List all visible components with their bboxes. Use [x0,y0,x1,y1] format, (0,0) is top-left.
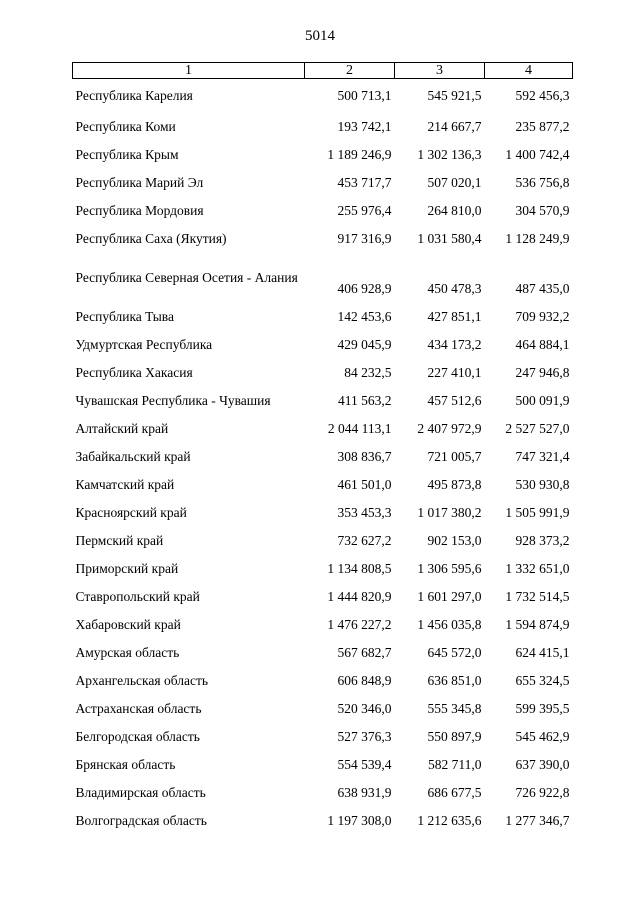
value-col-4-cell: 1 732 514,5 [505,589,570,604]
value-col-3-cell: 686 677,5 [427,785,482,800]
region-name-cell: Волгоградская область [75,813,207,828]
value-col-4-cell: 545 462,9 [515,729,570,744]
value-col-2-cell: 84 232,5 [344,365,392,380]
region-name-cell: Архангельская область [75,673,209,688]
value-col-2-cell: 411 563,2 [338,393,392,408]
table-row [73,79,573,114]
table-row [73,415,573,443]
value-col-2-cell: 554 539,4 [337,757,392,772]
value-col-2-cell: 193 742,1 [337,119,392,134]
value-col-2-cell: 429 045,9 [337,337,392,352]
value-col-3-cell: 264 810,0 [427,203,482,218]
value-col-4-cell: 1 400 742,4 [505,147,570,162]
value-col-3-cell: 1 456 035,8 [417,617,482,632]
value-col-4-cell: 247 946,8 [515,365,570,380]
value-col-2-cell: 500 713,1 [337,88,392,103]
region-name-cell: Удмуртская Республика [75,337,213,352]
value-col-4-cell: 530 930,8 [515,477,570,492]
region-name-cell: Приморский край [75,561,179,576]
table-row [73,225,573,253]
table-row [73,113,573,141]
value-col-2-cell: 520 346,0 [337,701,392,716]
value-col-2-cell: 638 931,9 [337,785,392,800]
value-col-4-cell: 637 390,0 [515,757,570,772]
value-col-3-cell: 902 153,0 [427,533,482,548]
value-col-4-cell: 624 415,1 [515,645,570,660]
value-col-2-cell: 1 134 808,5 [327,561,392,576]
table-row [73,387,573,415]
value-col-4-cell: 1 128 249,9 [505,231,570,246]
header-row [73,63,573,79]
value-col-2-cell: 353 453,3 [337,505,392,520]
table-row [73,555,573,583]
value-col-2-cell: 1 189 246,9 [327,147,392,162]
value-col-4-cell: 592 456,3 [515,88,570,103]
table-row [73,331,573,359]
value-col-2-cell: 308 836,7 [337,449,392,464]
value-col-4-cell: 2 527 527,0 [505,421,570,436]
region-name-cell: Республика Саха (Якутия) [75,231,227,246]
value-col-4-cell: 599 395,5 [515,701,570,716]
column-header-1: 1 [73,63,305,79]
region-name-cell: Республика Мордовия [75,203,204,218]
value-col-4-cell: 726 922,8 [515,785,570,800]
value-col-4-cell: 1 505 991,9 [505,505,570,520]
value-col-3-cell: 214 667,7 [427,119,482,134]
region-name-cell: Владимирская область [75,785,206,800]
table-row [73,443,573,471]
value-col-2-cell: 255 976,4 [337,203,392,218]
value-col-3-cell: 495 873,8 [427,477,482,492]
value-col-2-cell: 606 848,9 [337,673,392,688]
table-row [73,499,573,527]
column-header-2: 2 [305,63,395,79]
table-row [73,359,573,387]
value-col-2-cell: 2 044 113,1 [327,421,392,436]
table-row [73,667,573,695]
value-col-4-cell: 928 373,2 [515,533,570,548]
column-header-4: 4 [485,63,573,79]
region-name-cell: Чувашская Республика - Чувашия [75,393,271,408]
table-row [73,169,573,197]
value-col-4-cell: 1 594 874,9 [505,617,570,632]
value-col-3-cell: 721 005,7 [427,449,482,464]
value-col-3-cell: 545 921,5 [427,88,482,103]
table-body [73,79,573,836]
value-col-2-cell: 917 316,9 [337,231,392,246]
table-row [73,611,573,639]
page-number: 5014 [305,28,335,44]
value-col-4-cell: 487 435,0 [515,281,570,296]
value-col-2-cell: 732 627,2 [337,533,392,548]
value-col-3-cell: 450 478,3 [427,281,482,296]
table-row [73,807,573,835]
value-col-2-cell: 1 197 308,0 [327,813,392,828]
column-header-3: 3 [395,63,485,79]
region-name-cell: Хабаровский край [75,617,181,632]
table-row [73,471,573,499]
region-name-cell: Республика Карелия [75,88,193,103]
table-row [73,695,573,723]
region-name-cell: Белгородская область [75,729,200,744]
table-row [73,303,573,331]
value-col-3-cell: 1 601 297,0 [417,589,482,604]
value-col-3-cell: 1 031 580,4 [417,231,482,246]
value-col-4-cell: 1 277 346,7 [505,813,570,828]
value-col-2-cell: 461 501,0 [337,477,392,492]
table-row [73,197,573,225]
value-col-3-cell: 645 572,0 [427,645,482,660]
table-row [73,253,573,303]
value-col-3-cell: 427 851,1 [427,309,482,324]
region-name-cell: Республика Коми [75,119,176,134]
value-col-4-cell: 1 332 651,0 [505,561,570,576]
value-col-2-cell: 142 453,6 [337,309,392,324]
value-col-2-cell: 453 717,7 [337,175,392,190]
table-row [73,751,573,779]
region-name-cell: Красноярский край [75,505,187,520]
region-name-cell: Республика Северная Осетия - Алания [75,270,298,285]
value-col-2-cell: 527 376,3 [337,729,392,744]
region-name-cell: Республика Крым [75,147,179,162]
table-row [73,583,573,611]
value-col-3-cell: 2 407 972,9 [417,421,482,436]
value-col-3-cell: 1 302 136,3 [417,147,482,162]
value-col-3-cell: 1 212 635,6 [417,813,482,828]
value-col-4-cell: 747 321,4 [515,449,570,464]
value-col-3-cell: 227 410,1 [427,365,482,380]
region-name-cell: Алтайский край [75,421,169,436]
value-col-3-cell: 582 711,0 [428,757,482,772]
value-col-3-cell: 507 020,1 [427,175,482,190]
value-col-4-cell: 304 570,9 [515,203,570,218]
table-row [73,723,573,751]
value-col-3-cell: 457 512,6 [427,393,482,408]
region-name-cell: Пермский край [75,533,164,548]
region-name-cell: Республика Тыва [75,309,174,324]
value-col-2-cell: 1 476 227,2 [327,617,392,632]
value-col-4-cell: 500 091,9 [515,393,570,408]
value-col-4-cell: 235 877,2 [515,119,570,134]
value-col-4-cell: 464 884,1 [515,337,570,352]
region-name-cell: Амурская область [75,645,180,660]
value-col-4-cell: 536 756,8 [515,175,570,190]
region-name-cell: Республика Марий Эл [75,175,204,190]
value-col-3-cell: 550 897,9 [427,729,482,744]
table-row [73,639,573,667]
region-name-cell: Камчатский край [75,477,175,492]
value-col-3-cell: 434 173,2 [427,337,482,352]
table-row [73,141,573,169]
table-row [73,527,573,555]
value-col-3-cell: 555 345,8 [427,701,482,716]
region-name-cell: Ставропольский край [75,589,200,604]
value-col-3-cell: 636 851,0 [427,673,482,688]
budget-table [72,62,573,835]
region-name-cell: Забайкальский край [75,449,191,464]
value-col-3-cell: 1 017 380,2 [417,505,482,520]
value-col-2-cell: 1 444 820,9 [327,589,392,604]
value-col-3-cell: 1 306 595,6 [417,561,482,576]
region-name-cell: Астраханская область [75,701,202,716]
value-col-4-cell: 655 324,5 [515,673,570,688]
value-col-2-cell: 406 928,9 [337,281,392,296]
value-col-2-cell: 567 682,7 [337,645,392,660]
table-row [73,779,573,807]
region-name-cell: Республика Хакасия [75,365,193,380]
value-col-4-cell: 709 932,2 [515,309,570,324]
region-name-cell: Брянская область [75,757,176,772]
